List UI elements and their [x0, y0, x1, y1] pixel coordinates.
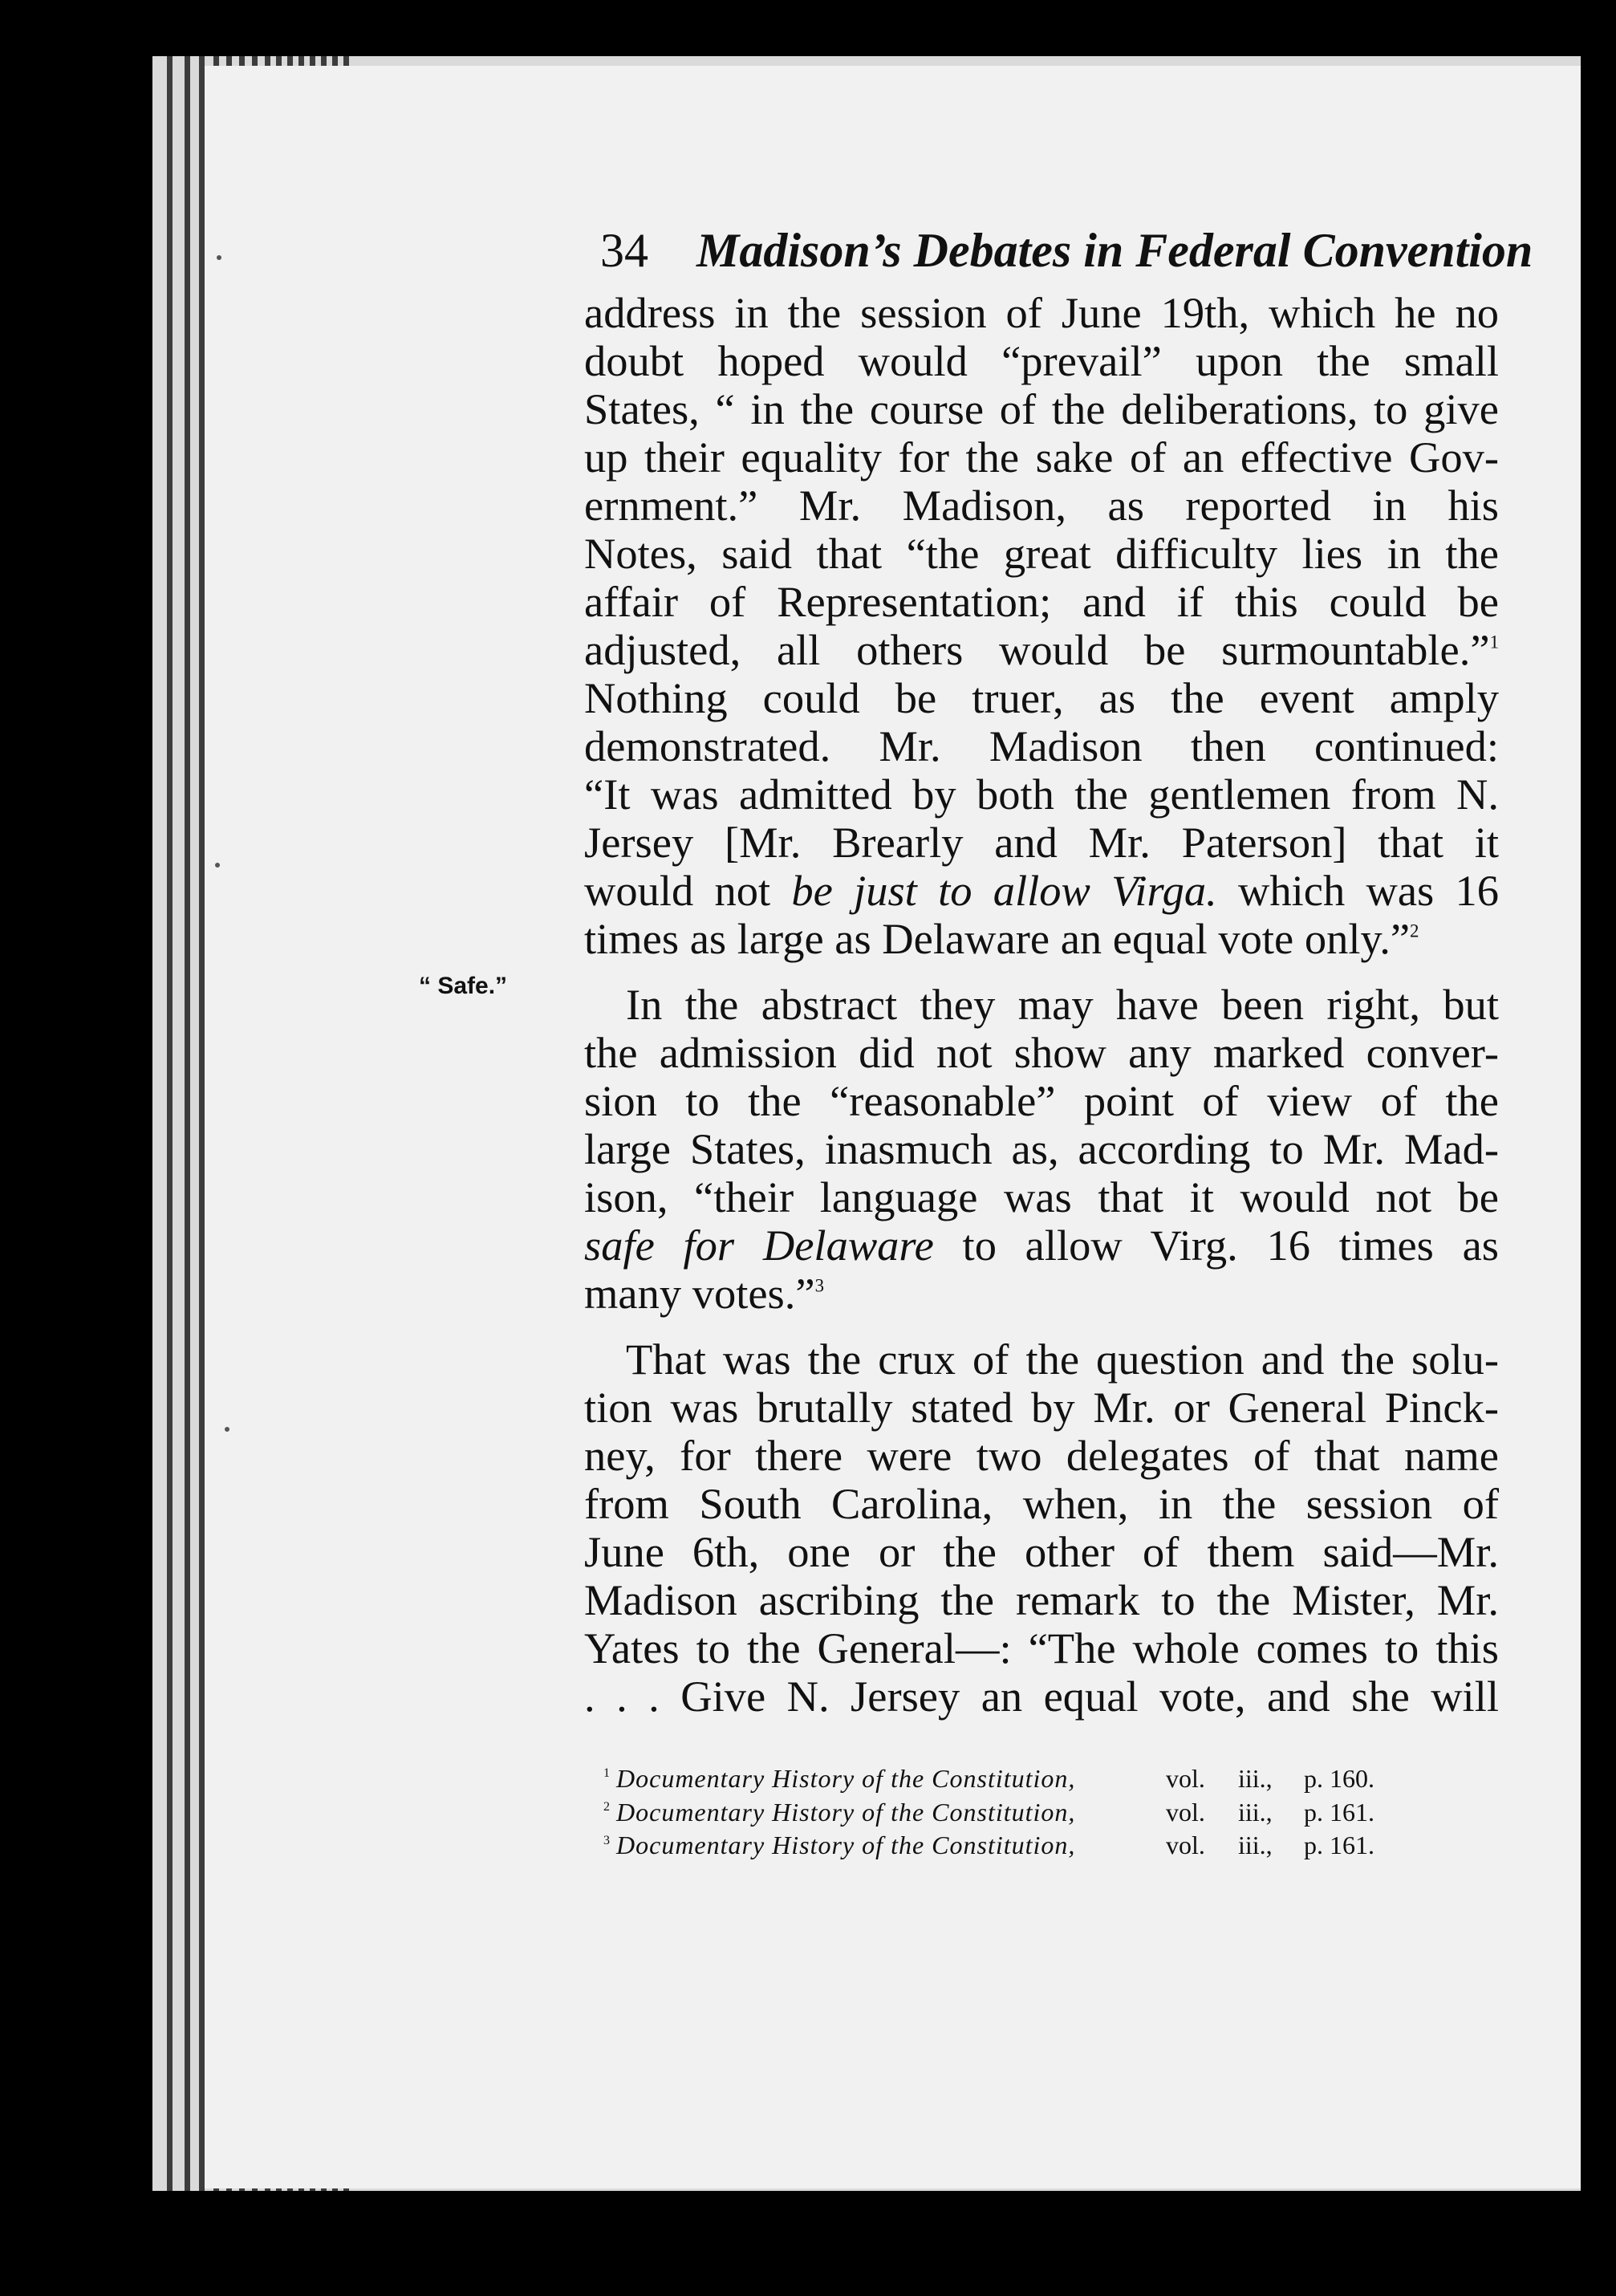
footnote-vol: vol. — [1166, 1831, 1205, 1860]
text-line: . . . Give N. Jersey an equal vote, and she will — [584, 1672, 1499, 1721]
page-edge — [199, 56, 205, 2191]
scan-speck — [215, 863, 220, 868]
text-line: Madison ascribing the remark to the Mister, Mr. — [584, 1575, 1499, 1624]
footnote-marker: 1 — [603, 1766, 610, 1780]
text-line: States, “ in the course of the deliberations, to give — [584, 384, 1499, 433]
footnote-page: p. 161. — [1304, 1831, 1374, 1860]
footnote-ref: 1 — [1489, 632, 1499, 652]
footnote-vol: vol. — [1166, 1797, 1205, 1827]
italic-quote: be just to allow Virga. — [791, 866, 1217, 915]
line-text: times as large as Delaware an equal vote only.” — [584, 914, 1411, 963]
footnote-ref: 3 — [814, 1275, 824, 1296]
footnote-vol: vol. — [1166, 1763, 1205, 1793]
footnote-source: Documentary History of the Constitution, — [616, 1797, 1076, 1827]
text-line: Nothing could be truer, as the event amply — [584, 673, 1499, 722]
scan-speck — [225, 1427, 229, 1432]
text-line: That was the crux of the question and the solu- — [626, 1335, 1499, 1384]
text-line — [584, 1270, 1499, 1318]
margin-note: “ Safe.” — [419, 973, 508, 999]
line-text: many votes.” — [584, 1269, 815, 1318]
paragraph-gap — [584, 963, 1499, 981]
footnote — [603, 1793, 1398, 1827]
footnote-page: p. 161. — [1304, 1797, 1374, 1827]
text-line: the admission did not show any marked conver- — [584, 1028, 1499, 1077]
page-number: 34 — [600, 224, 648, 277]
text-line: large States, inasmuch as, according to Mr. Mad- — [584, 1124, 1499, 1173]
text-line: Notes, said that “the great difficulty lies in the — [584, 529, 1499, 578]
footnotes — [603, 1759, 1398, 1859]
footnote — [603, 1827, 1398, 1860]
line-text: which was 16 — [1238, 866, 1499, 915]
text-line: June 6th, one or the other of them said—Mr. — [584, 1527, 1499, 1576]
scan-speck — [217, 255, 221, 260]
text-line: sion to the “reasonable” point of view of the — [584, 1076, 1499, 1125]
text-line: ney, for there were two delegates of that name — [584, 1431, 1499, 1480]
footnote-source: Documentary History of the Constitution, — [616, 1831, 1076, 1860]
line-text: to allow Virg. — [962, 1221, 1238, 1270]
text-line — [584, 1221, 1499, 1270]
running-title: Madison’s Debates in Federal Convention — [696, 224, 1533, 277]
text-line: Jersey [Mr. Brearly and Mr. Paterson] that it — [584, 818, 1499, 867]
footnote-part: iii., — [1238, 1763, 1273, 1793]
text-line — [584, 626, 1499, 674]
text-line: Yates to the General—: “The whole comes to this — [584, 1623, 1499, 1672]
page-header — [600, 223, 1533, 278]
footnote-source: Documentary History of the Constitution, — [616, 1763, 1076, 1793]
text-line: doubt hoped would “prevail” upon the small — [584, 336, 1499, 385]
italic-quote: safe for Delaware — [584, 1221, 934, 1270]
line-text: 16 times as — [1266, 1221, 1500, 1270]
footnote-page: p. 160. — [1304, 1763, 1374, 1793]
paragraph-gap — [584, 1318, 1499, 1335]
page-edge — [167, 56, 173, 2191]
text-line: “It was admitted by both the gentlemen from N. — [584, 770, 1499, 819]
footnote-ref: 2 — [1410, 920, 1419, 941]
text-line — [584, 915, 1499, 963]
line-text: would not — [584, 866, 771, 915]
footnote — [603, 1759, 1398, 1793]
text-line: ernment.” Mr. Madison, as reported in his — [584, 481, 1499, 530]
body-text — [584, 289, 1499, 1721]
footnote-part: iii., — [1238, 1797, 1273, 1827]
text-line: ison, “their language was that it would not be — [584, 1172, 1499, 1221]
footnote-part: iii., — [1238, 1831, 1273, 1860]
text-line: address in the session of June 19th, which he no — [584, 288, 1499, 337]
text-line: tion was brutally stated by Mr. or General Pinck- — [584, 1383, 1499, 1432]
line-text: adjusted, all others would be surmountable.” — [584, 625, 1490, 674]
text-line — [584, 867, 1499, 915]
text-line: from South Carolina, when, in the session of — [584, 1479, 1499, 1528]
footnote-marker: 2 — [603, 1799, 610, 1814]
page-edge — [185, 56, 190, 2191]
text-line: affair of Representation; and if this could be — [584, 577, 1499, 626]
text-line: In the abstract they may have been right, but — [626, 980, 1499, 1029]
text-line: up their equality for the sake of an effective Gov- — [584, 433, 1499, 482]
footnote-marker: 3 — [603, 1833, 610, 1847]
text-line: demonstrated. Mr. Madison then continued: — [584, 721, 1499, 770]
